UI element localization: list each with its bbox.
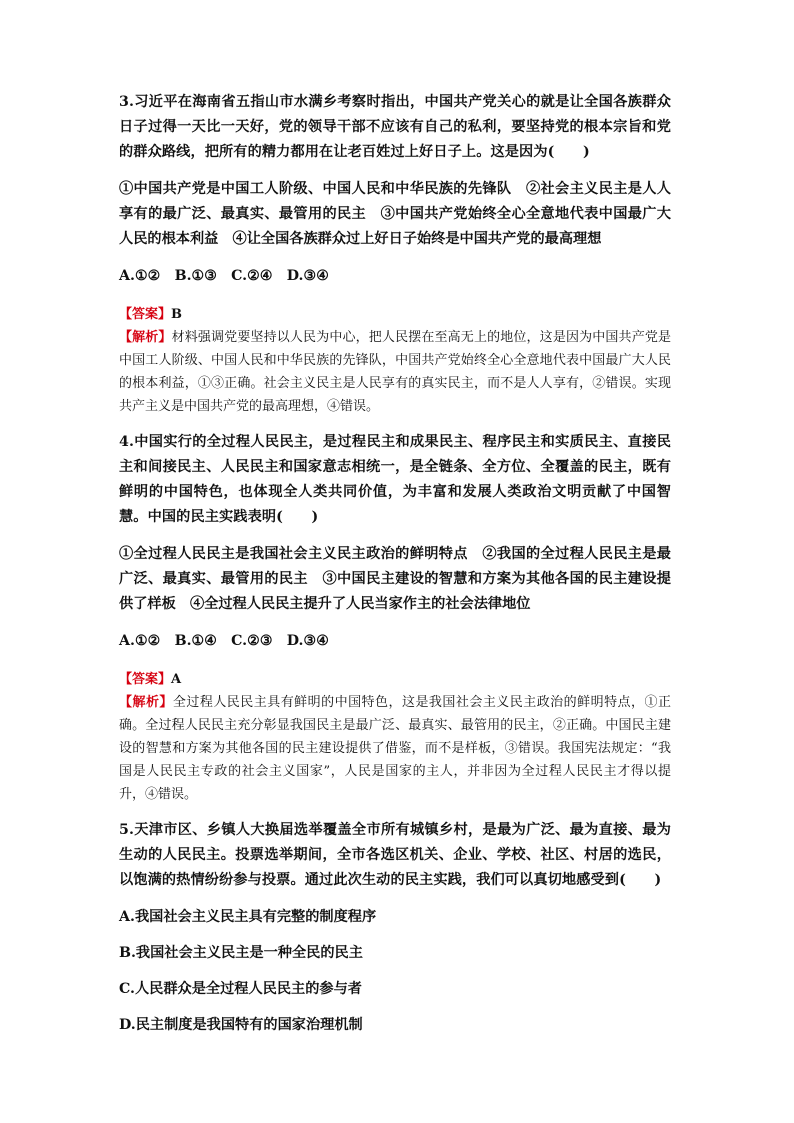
question-4	[119, 430, 671, 806]
answer-value: A	[171, 672, 182, 687]
question-statements: ①中国共产党是中国工人阶级、中国人民和中华民族的先锋队 ②社会主义民主是人人享有的最广泛、最真实、最管用的民主 ③中国共产党始终全心全意地代表中国最广大人民的根本利益 ④让全国各族群众过上好日子始终是中国共产党的最高理想	[119, 181, 671, 247]
answer-tag: 【答案】	[119, 307, 172, 322]
answer-line	[119, 303, 671, 326]
question-stem: 4.中国实行的全过程人民民主，是过程民主和成果民主、程序民主和实质民主、直接民主和间接民主、人民民主和国家意志相统一，是全链条、全方位、全覆盖的民主，既有鲜明的中国特色，也体现全人类共同价值，为丰富和发展人类政治文明贡献了中国智慧。中国的民主实践表明( )	[119, 434, 671, 525]
question-choices: A.①② B.①④ C.②③ D.③④	[119, 633, 329, 649]
analysis-text: 材料强调党要坚持以人民为中心，把人民摆在至高无上的地位，这是因为中国共产党是中国工人阶级、中国人民和中华民族的先锋队，中国共产党始终全心全意地代表中国最广大人民的根本利益，①③正确。社会主义民主是人民享有的真实民主，而不是人人享有，②错误。实现共产主义是中国共产党的最高理想，④错误。	[119, 330, 671, 414]
option-a: A.我国社会主义民主具有完整的制度程序	[119, 909, 377, 925]
document-page	[119, 90, 671, 1049]
analysis-tag: 【解析】	[119, 330, 172, 345]
analysis-tag: 【解析】	[119, 695, 173, 710]
question-stem: 3.习近平在海南省五指山市水满乡考察时指出，中国共产党关心的就是让全国各族群众日子过得一天比一天好，党的领导干部不应该有自己的私利，要坚持党的根本宗旨和党的群众路线，把所有的精力都用在让老百姓过上好日子上。这是因为( )	[119, 94, 671, 160]
analysis	[119, 326, 671, 418]
analysis	[119, 691, 671, 806]
option-b: B.我国社会主义民主是一种全民的民主	[119, 945, 363, 961]
analysis-text: 全过程人民民主具有鲜明的中国特色，这是我国社会主义民主政治的鲜明特点，①正确。全过程人民民主充分彰显我国民主是最广泛、最真实、最管用的民主，②正确。中国民主建设的智慧和方案为其他各国的民主建设提供了借鉴，而不是样板，③错误。我国宪法规定：“我国是人民民主专政的社会主义国家”，人民是国家的主人，并非因为全过程人民民主才得以提升，④错误。	[119, 695, 671, 802]
answer-value: B	[171, 307, 183, 322]
option-d: D.民主制度是我国特有的国家治理机制	[119, 1017, 363, 1033]
question-3	[119, 90, 671, 418]
question-choices: A.①② B.①③ C.②④ D.③④	[119, 268, 329, 284]
question-stem: 5.天津市区、乡镇人大换届选举覆盖全市所有城镇乡村，是最为广泛、最为直接、最为生动的人民民主。投票选举期间，全市各选区机关、企业、学校、社区、村居的选民，以饱满的热情纷纷参与投票。通过此次生动的民主实践，我们可以真切地感受到( )	[119, 822, 671, 888]
question-statements: ①全过程人民民主是我国社会主义民主政治的鲜明特点 ②我国的全过程人民民主是最广泛、最真实、最管用的民主 ③中国民主建设的智慧和方案为其他各国的民主建设提供了样板 ④全过程人民民主提升了人民当家作主的社会法律地位	[119, 546, 671, 612]
option-c: C.人民群众是全过程人民民主的参与者	[119, 981, 362, 997]
answer-line	[119, 668, 671, 691]
question-5	[119, 818, 671, 1038]
answer-tag: 【答案】	[119, 672, 172, 687]
